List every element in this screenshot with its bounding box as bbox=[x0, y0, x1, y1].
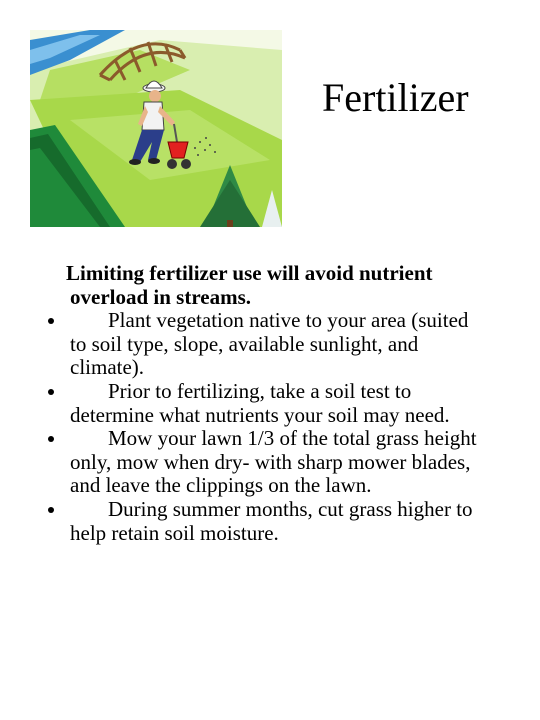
intro-line-1: Limiting fertilizer use will avoid nutrient bbox=[66, 261, 433, 285]
person-spreading-fertilizer-icon bbox=[30, 30, 282, 227]
lawn-fertilizing-illustration bbox=[30, 30, 282, 227]
bullet-text: During summer months, cut grass higher to help retain soil moisture. bbox=[70, 496, 473, 545]
bullet-list bbox=[48, 309, 488, 545]
list-item bbox=[48, 498, 488, 545]
body-text bbox=[48, 262, 488, 545]
list-item bbox=[48, 380, 488, 427]
list-item bbox=[48, 427, 488, 498]
list-item bbox=[48, 309, 488, 380]
bullet-icon bbox=[48, 436, 54, 442]
bullet-text: Prior to fertilizing, take a soil test to determine what nutrients your soil may need. bbox=[70, 378, 450, 427]
bullet-text: Mow your lawn 1/3 of the total grass height only, mow when dry- with sharp mower blades, and leave the clippings on the lawn. bbox=[70, 426, 477, 498]
page-title: Fertilizer bbox=[322, 75, 469, 120]
bullet-icon bbox=[48, 318, 54, 324]
bullet-icon bbox=[48, 507, 54, 513]
bullet-icon bbox=[48, 389, 54, 395]
intro-line-2: overload in streams. bbox=[70, 284, 252, 309]
bullet-text: Plant vegetation native to your area (suited to soil type, slope, available sunlight, and climate). bbox=[70, 308, 469, 380]
intro-paragraph bbox=[48, 262, 488, 309]
